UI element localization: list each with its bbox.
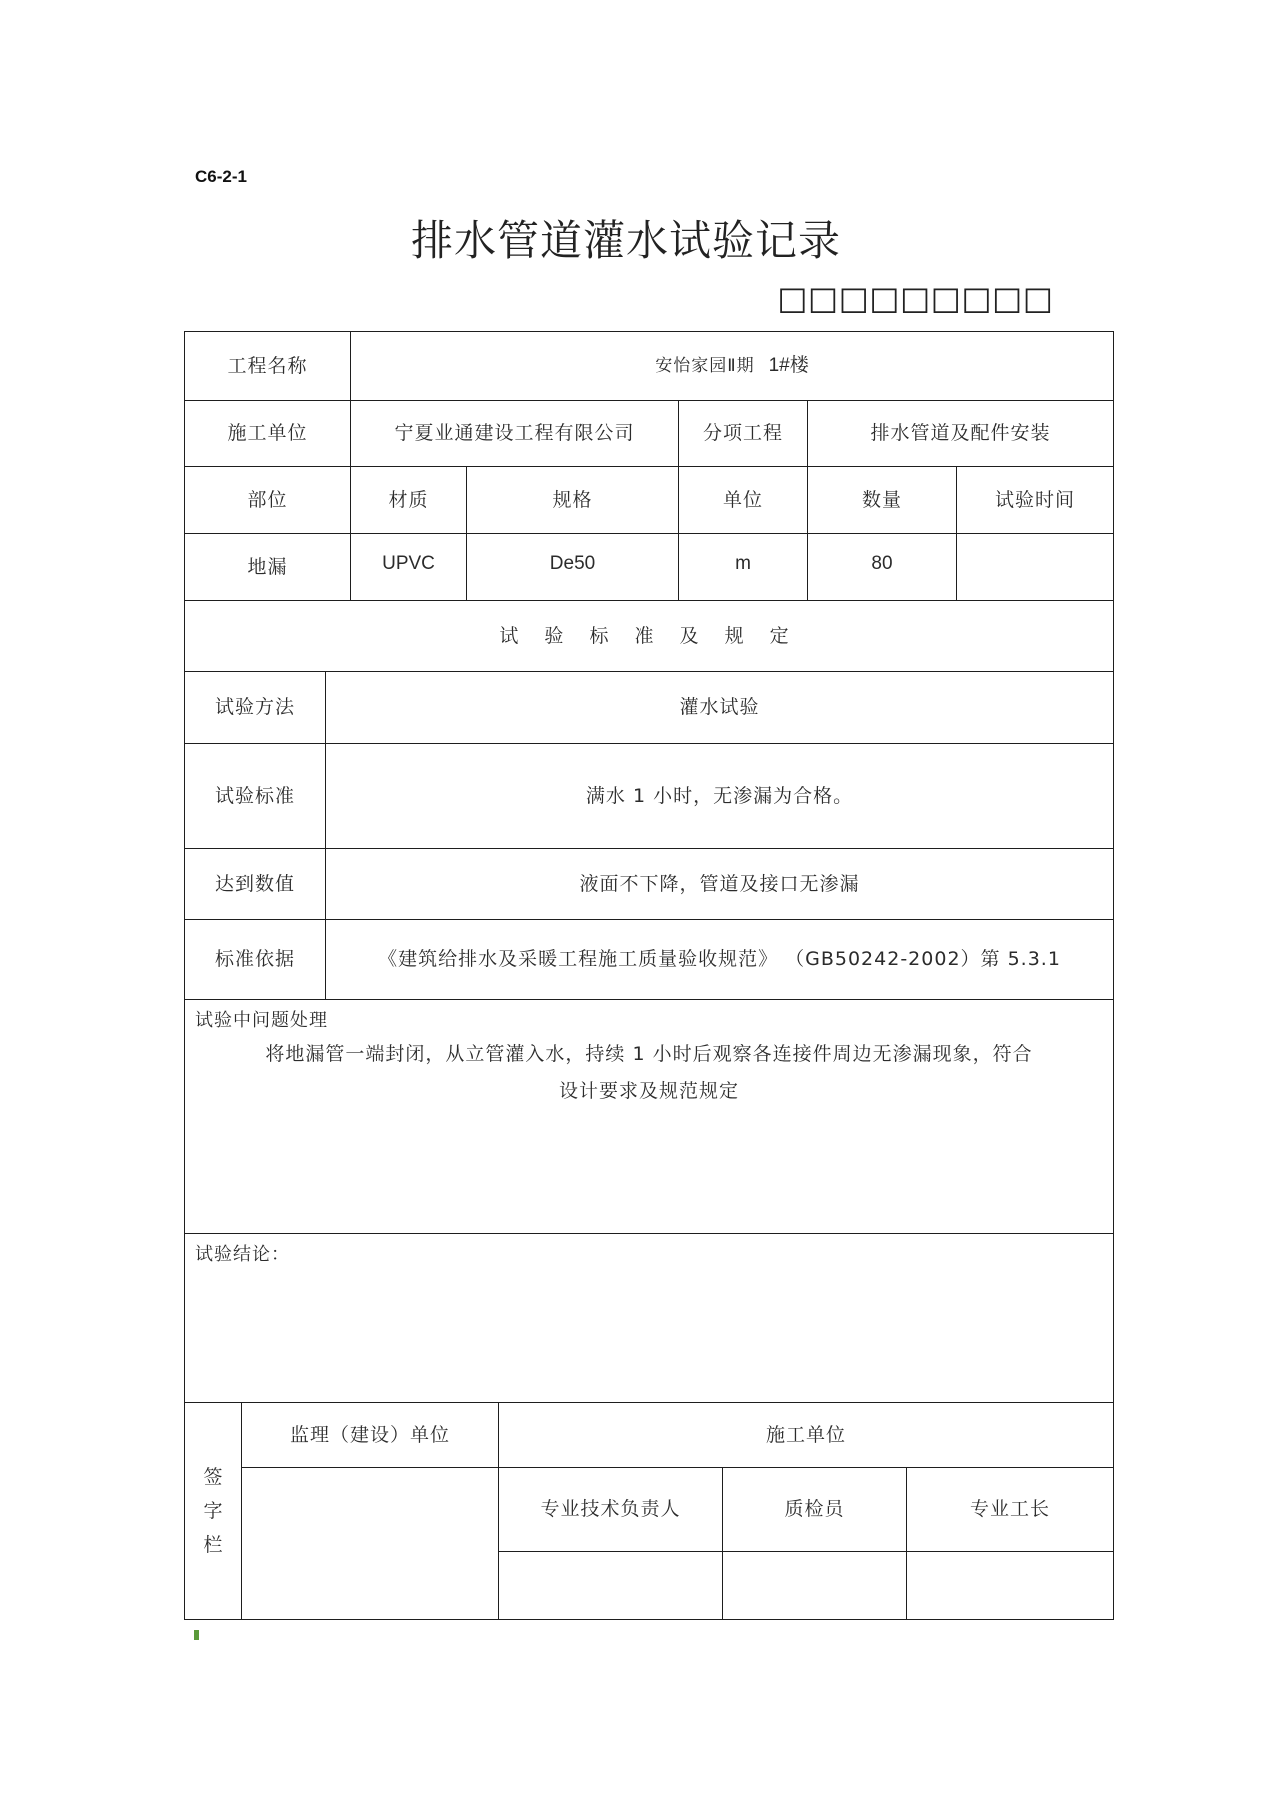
number-box: □	[777, 279, 808, 317]
header-quantity: 数量	[807, 466, 957, 534]
test-standard-label: 试验标准	[184, 743, 326, 849]
number-box: □	[838, 279, 869, 317]
conclusion-label: 试验结论：	[195, 1244, 290, 1265]
document-number-boxes	[777, 279, 1053, 317]
achieved-value-value: 液面不下降，管道及接口无渗漏	[325, 848, 1114, 920]
project-name-label: 工程名称	[184, 331, 351, 401]
project-building-text: 1#楼	[768, 354, 809, 376]
header-material: 材质	[350, 466, 467, 534]
project-name-value	[350, 331, 1114, 401]
green-mark	[194, 1630, 199, 1640]
supervisor-unit-label: 监理（建设）单位	[241, 1402, 499, 1468]
technical-lead-signature-area	[498, 1551, 723, 1620]
contractor-label: 施工单位	[184, 400, 351, 467]
header-test-time: 试验时间	[956, 466, 1114, 534]
number-box: □	[807, 279, 839, 317]
issue-handling-label: 试验中问题处理	[195, 1010, 328, 1031]
value-unit: m	[678, 533, 808, 601]
issue-handling-text	[195, 1036, 1103, 1110]
form-code: C6-2-1	[195, 167, 247, 186]
number-box: □	[930, 279, 961, 317]
value-test-time	[956, 533, 1114, 601]
value-quantity: 80	[807, 533, 957, 601]
subitem-value: 排水管道及配件安装	[807, 400, 1114, 467]
standard-basis-value: 《建筑给排水及采暖工程施工质量验收规范》 （GB50242-2002）第 5.3.1	[325, 919, 1114, 1000]
test-standard-value: 满水 1 小时，无渗漏为合格。	[325, 743, 1114, 849]
contractor-value: 宁夏业通建设工程有限公司	[350, 400, 679, 467]
number-box: □	[992, 279, 1023, 317]
construction-unit-label: 施工单位	[498, 1402, 1114, 1468]
issue-handling-line: 将地漏管一端封闭，从立管灌入水，持续 1 小时后观察各连接件周边无渗漏现象，符合	[265, 1043, 1033, 1065]
test-method-value: 灌水试验	[325, 671, 1114, 744]
header-spec: 规格	[466, 466, 679, 534]
issue-handling-line: 设计要求及规范规定	[558, 1080, 739, 1102]
header-location: 部位	[184, 466, 351, 534]
role-foreman: 专业工长	[906, 1467, 1114, 1552]
subitem-label: 分项工程	[678, 400, 808, 467]
project-name-text: 安怡家园Ⅱ期	[655, 355, 755, 376]
number-box: □	[899, 279, 931, 317]
header-unit: 单位	[678, 466, 808, 534]
number-box: □	[961, 279, 992, 317]
number-box: □	[1022, 279, 1053, 317]
value-location: 地漏	[184, 533, 351, 601]
signature-section-label	[184, 1402, 242, 1620]
conclusion-section	[184, 1233, 1114, 1403]
signature-section-text: 签字栏	[203, 1466, 223, 1556]
achieved-value-label: 达到数值	[184, 848, 326, 920]
foreman-signature-area	[906, 1551, 1114, 1620]
role-technical-lead: 专业技术负责人	[498, 1467, 723, 1552]
number-box: □	[869, 279, 900, 317]
supervisor-signature-area	[241, 1467, 499, 1620]
value-material: UPVC	[350, 533, 467, 601]
role-quality-inspector: 质检员	[722, 1467, 907, 1552]
standards-section-title: 试 验 标 准 及 规 定	[184, 600, 1114, 672]
quality-inspector-signature-area	[722, 1551, 907, 1620]
standard-basis-label: 标准依据	[184, 919, 326, 1000]
test-method-label: 试验方法	[184, 671, 326, 744]
issue-handling-section	[184, 999, 1114, 1234]
value-spec: De50	[466, 533, 679, 601]
form-title: 排水管道灌水试验记录	[410, 216, 841, 265]
